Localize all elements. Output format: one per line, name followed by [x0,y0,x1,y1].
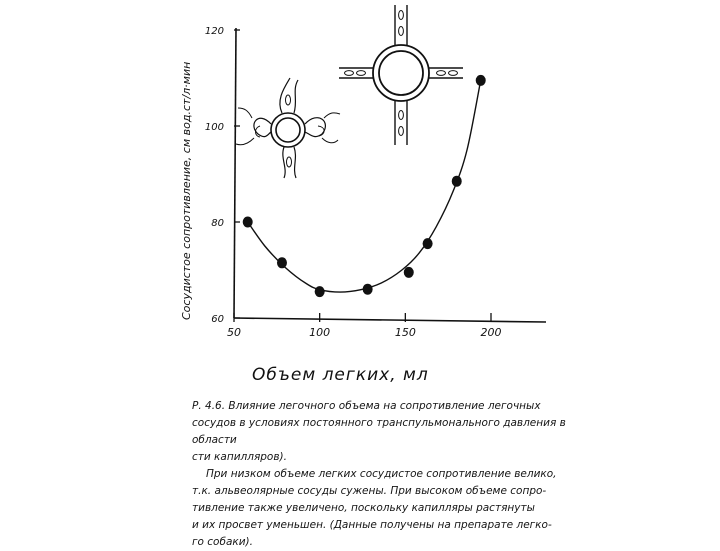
data-point [404,267,414,278]
capillary-squeezed-diagram [236,78,340,178]
y-axis-title: Сосудистое сопротивление, см вод.ст/л·мин [180,61,193,320]
data-point [423,238,433,249]
x-tick-label: 100 [309,326,331,339]
caption-line: сосудов в условиях постоянного транспульмонального давления в области [192,417,566,446]
x-axis-line [234,318,546,322]
y-axis-line [234,28,236,318]
data-point [452,176,462,187]
data-point [243,217,253,228]
caption-line: т.к. альвеолярные сосуды сужены. При высоком объеме сопро- [192,485,547,497]
data-point [315,286,325,297]
caption-line: и их просвет уменьшен. (Данные получены на препарате легко- [192,519,552,531]
data-point [277,257,287,268]
x-tick-label: 150 [394,326,416,339]
figure-caption [192,398,582,551]
x-tick-label: 50 [227,326,241,339]
caption-title: Р. 4.6. Влияние легочного объема на сопротивление легочных [192,400,541,412]
x-axis-title: Объем легких, мл [252,365,429,385]
caption-line: сти капилляров). [192,451,287,463]
data-points [243,75,486,297]
y-tick-label: 80 [211,218,224,229]
caption-line: При низком объеме легких сосудистое сопротивление велико, [206,468,557,480]
caption-line: тивление также увеличено, поскольку капилляры растянуты [192,502,535,514]
x-tick-group [227,313,502,339]
capillary-stretched-diagram [339,5,463,145]
y-tick-label: 120 [204,26,224,37]
y-tick-label: 60 [211,314,224,325]
data-point [476,75,486,86]
x-tick-label: 200 [480,326,502,339]
caption-line: го собаки). [192,536,253,548]
data-point [363,284,373,295]
y-tick-label: 100 [204,122,224,133]
